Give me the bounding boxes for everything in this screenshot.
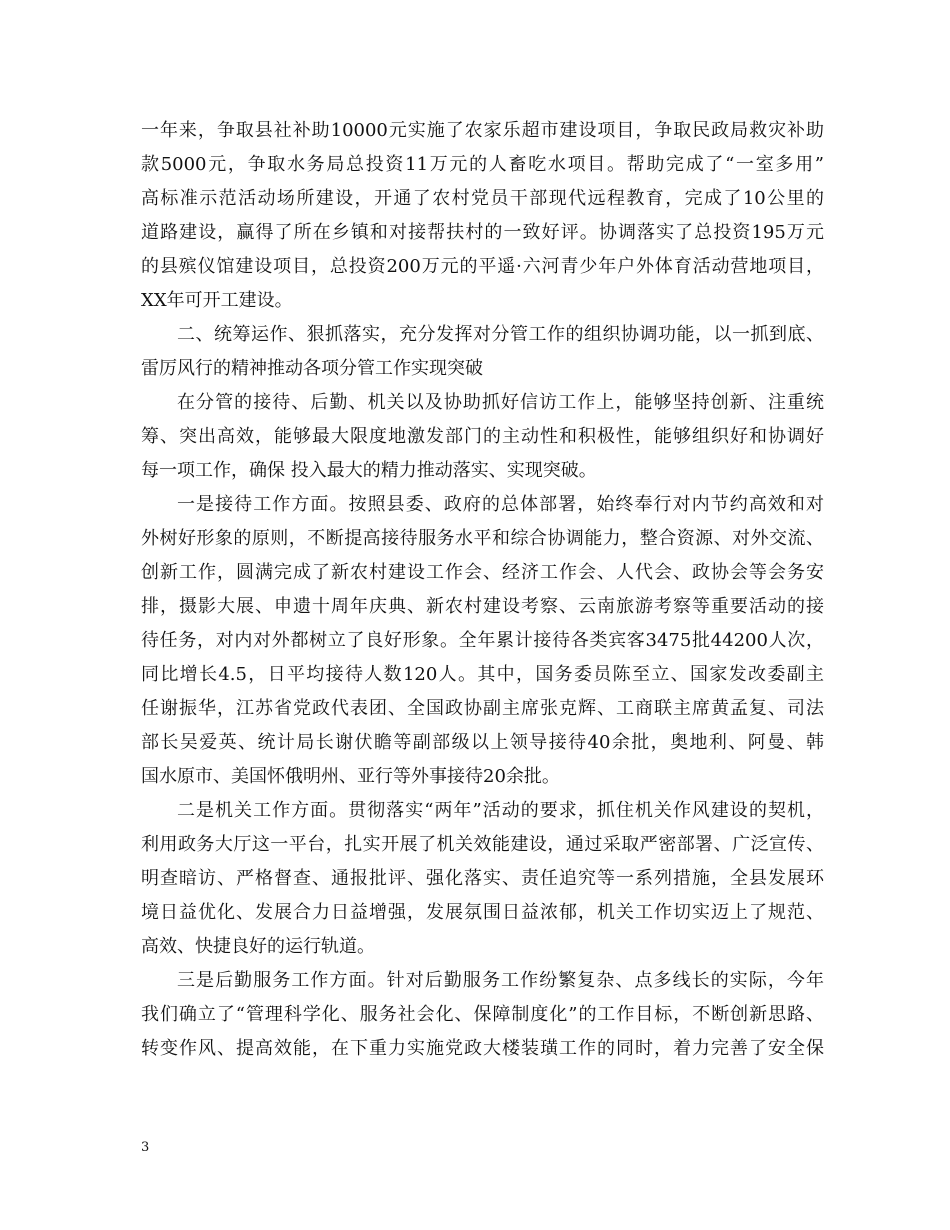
- text-line: 待任务，对内对外都树立了良好形象。全年累计接待各类宾客3475批44200人次，: [141, 630, 824, 651]
- text-line: 国水原市、美国怀俄明州、亚行等外事接待20余批。: [141, 766, 560, 787]
- text-line: 转变作风、提高效能，在下重力实施党政大楼装璜工作的同时，着力完善了安全保: [141, 1038, 824, 1059]
- text-line: 二是机关工作方面。贯彻落实“两年”活动的要求，抓住机关作风建设的契机，: [177, 800, 824, 821]
- text-line: 任谢振华，江苏省党政代表团、全国政协副主席张克辉、工商联主席黄孟复、司法: [141, 698, 824, 719]
- text-line: 款5000元，争取水务局总投资11万元的人畜吃水项目。帮助完成了“一室多用”: [141, 154, 824, 175]
- text-line: 部长吴爱英、统计局长谢伏瞻等副部级以上领导接待40余批，奥地利、阿曼、韩: [141, 732, 824, 753]
- page-number: 3: [141, 1140, 150, 1155]
- text-line: 一是接待工作方面。按照县委、政府的总体部署，始终奉行对内节约高效和对: [177, 494, 824, 515]
- document-body: [141, 114, 824, 1066]
- text-line: 三是后勤服务工作方面。针对后勤服务工作纷繁复杂、点多线长的实际，今年: [177, 970, 824, 991]
- text-line: XX年可开工建设。: [141, 290, 293, 311]
- text-line: 外树好形象的原则，不断提高接待服务水平和综合协调能力，整合资源、对外交流、: [141, 528, 824, 549]
- text-line: 排，摄影大展、申遗十周年庆典、新农村建设考察、云南旅游考察等重要活动的接: [141, 596, 824, 617]
- text-line: 一年来，争取县社补助10000元实施了农家乐超市建设项目，争取民政局救灾补助: [141, 120, 824, 141]
- text-line: 利用政务大厅这一平台，扎实开展了机关效能建设，通过采取严密部署、广泛宣传、: [141, 834, 824, 855]
- text-line: 同比增长4.5，日平均接待人数120人。其中，国务委员陈至立、国家发改委副主: [141, 664, 824, 685]
- section-heading-line: 二、统筹运作、狠抓落实，充分发挥对分管工作的组织协调功能，以一抓到底、: [177, 324, 824, 345]
- text-line: 筹、突出高效，能够最大限度地激发部门的主动性和积极性，能够组织好和协调好: [141, 426, 824, 447]
- text-line: 境日益优化、发展合力日益增强，发展氛围日益浓郁，机关工作切实迈上了规范、: [141, 902, 824, 923]
- text-line: 每一项工作，确保 投入最大的精力推动落实、实现突破。: [141, 460, 597, 481]
- text-line: 明查暗访、严格督查、通报批评、强化落实、责任追究等一系列措施，全县发展环: [141, 868, 824, 889]
- text-line: 高效、快捷良好的运行轨道。: [141, 936, 375, 957]
- text-line: 的县殡仪馆建设项目，总投资200万元的平遥·六河青少年户外体育活动营地项目，: [141, 256, 824, 277]
- section-heading-line: 雷厉风行的精神推动各项分管工作实现突破: [141, 358, 483, 379]
- text-line: 在分管的接待、后勤、机关以及协助抓好信访工作上，能够坚持创新、注重统: [177, 392, 824, 413]
- text-line: 高标准示范活动场所建设，开通了农村党员干部现代远程教育，完成了10公里的: [141, 188, 824, 209]
- text-line: 创新工作，圆满完成了新农村建设工作会、经济工作会、人代会、政协会等会务安: [141, 562, 824, 583]
- text-line: 我们确立了“管理科学化、服务社会化、保障制度化”的工作目标，不断创新思路、: [141, 1004, 824, 1025]
- text-line: 道路建设，赢得了所在乡镇和对接帮扶村的一致好评。协调落实了总投资195万元: [141, 222, 824, 243]
